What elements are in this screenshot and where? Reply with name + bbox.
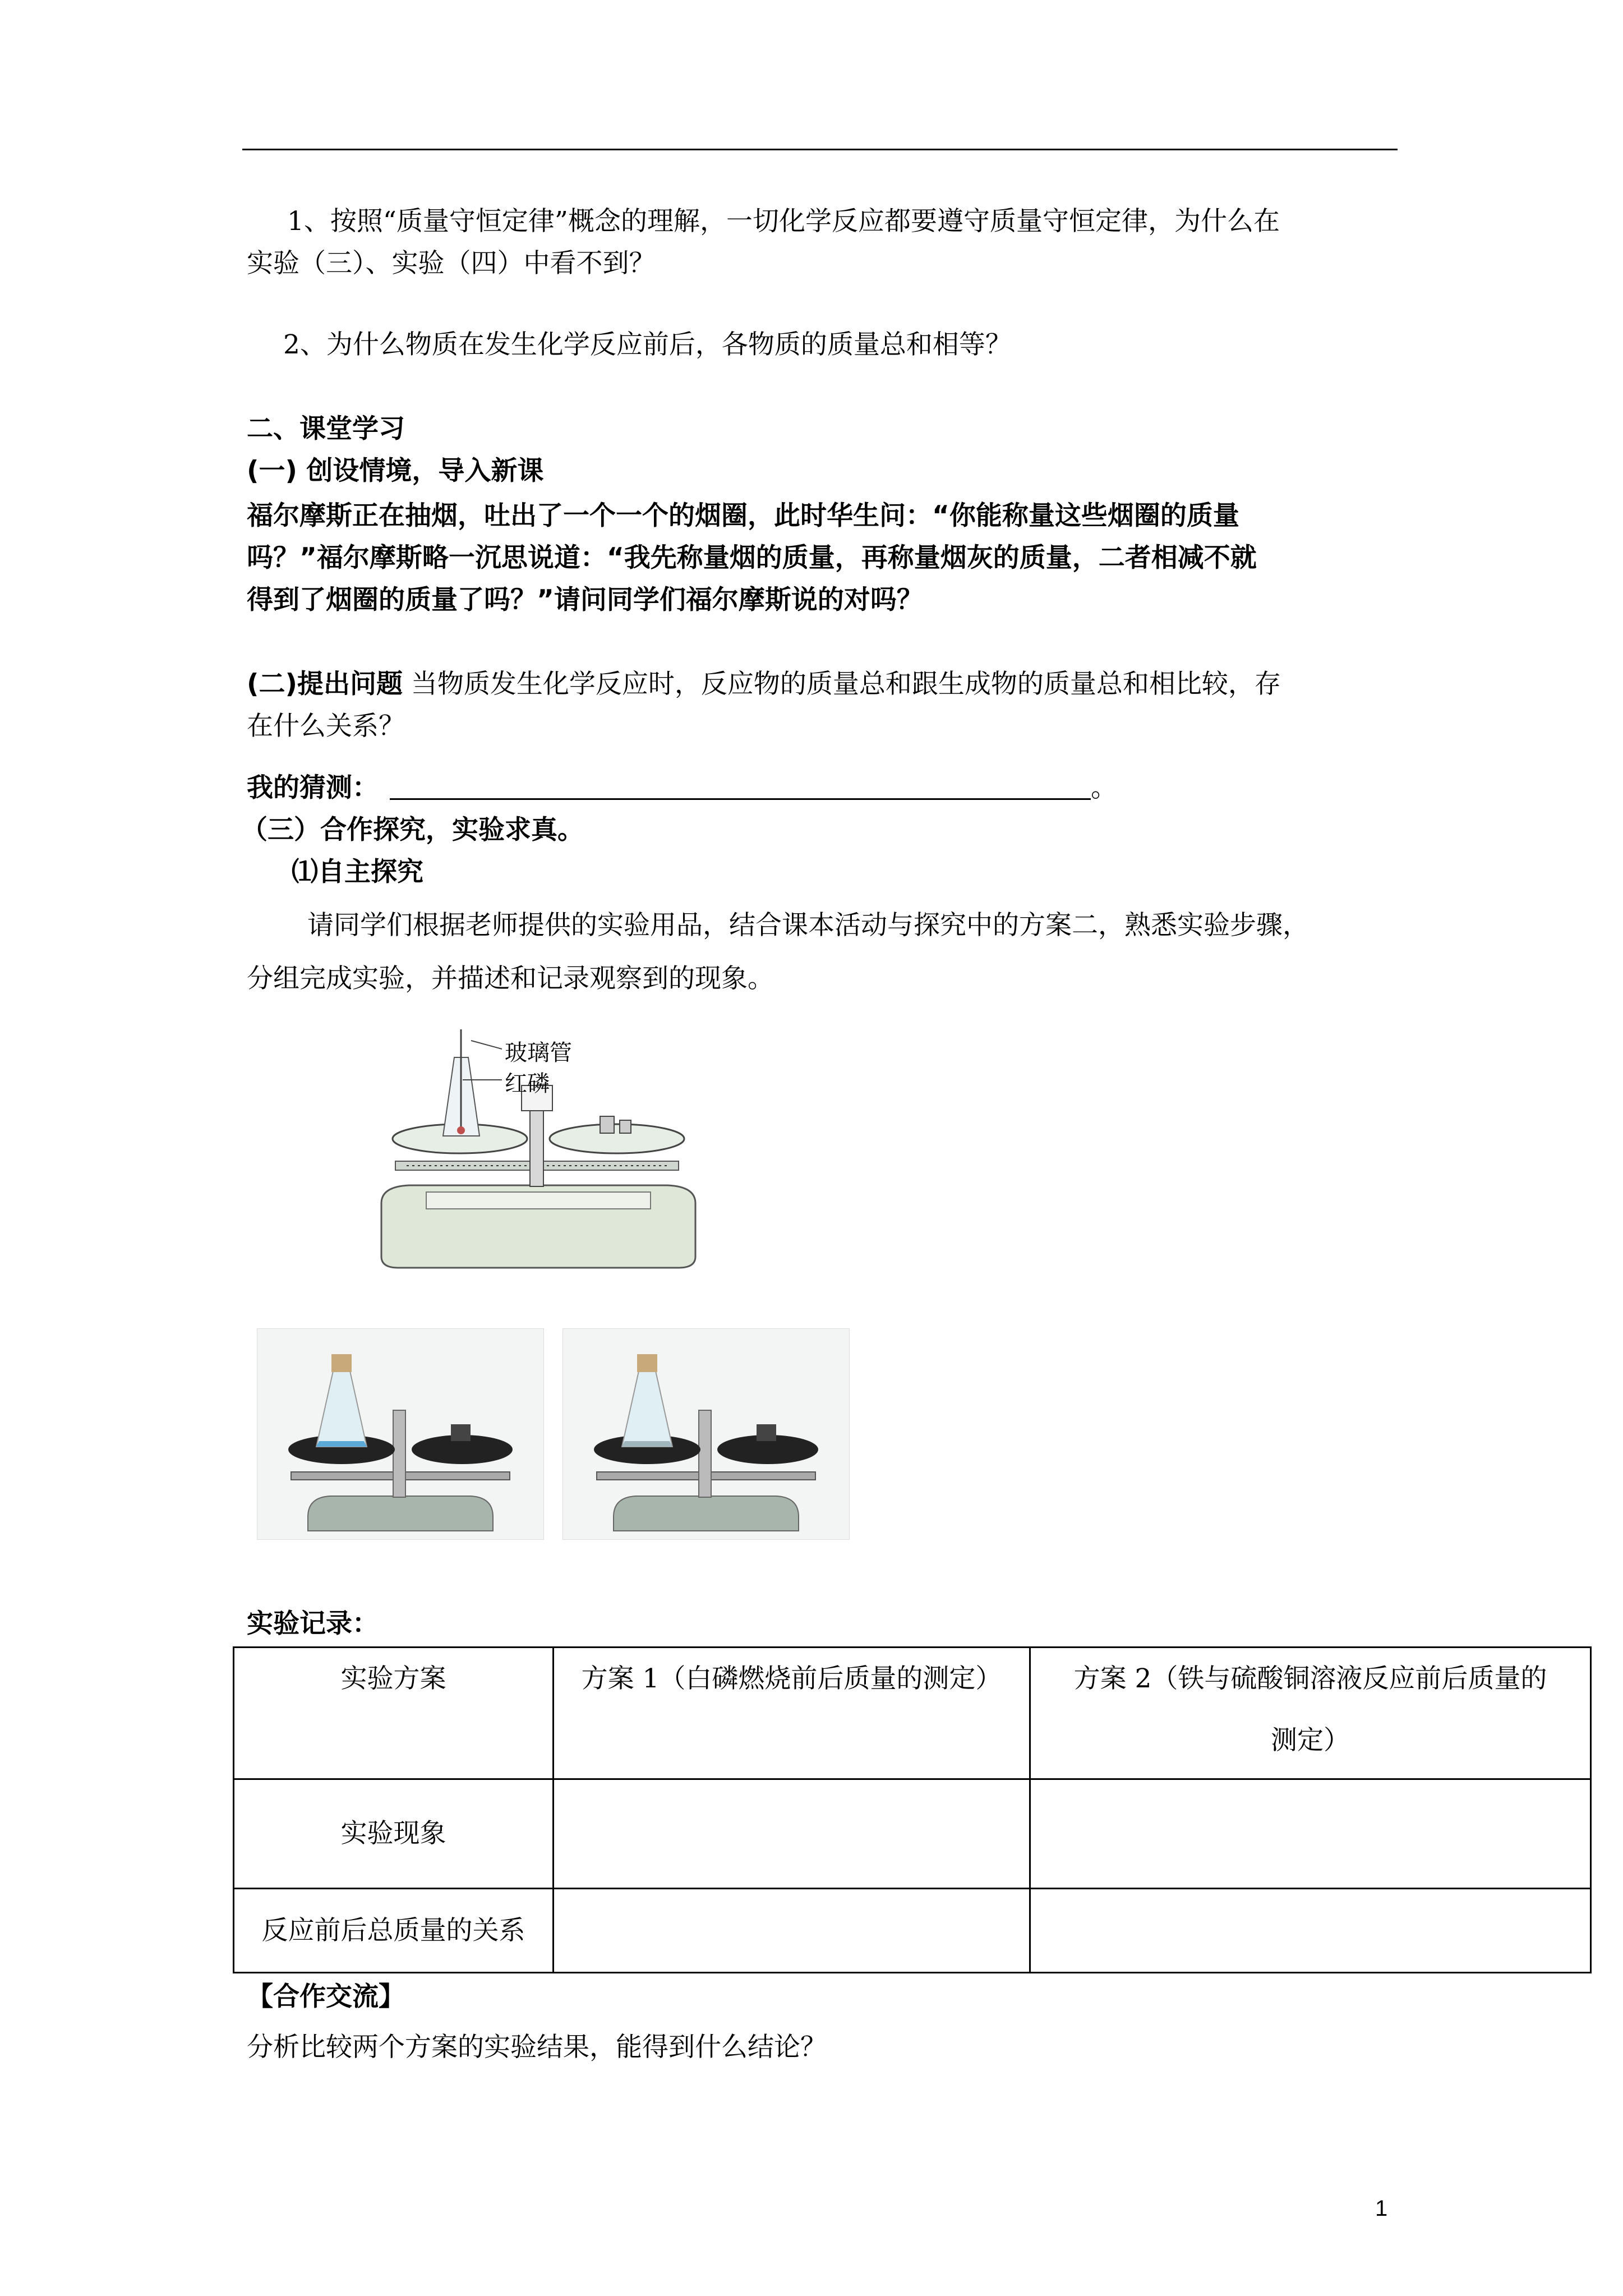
instruction-line-2: 分组完成实验，并描述和记录观察到的现象。 (247, 963, 774, 994)
part2-line-1 (247, 662, 1281, 707)
story-line-1: 福尔摩斯正在抽烟，吐出了一个一个的烟圈，此时华生问：“你能称量这些烟圈的质量 (247, 500, 1239, 531)
cell-mass-scheme-1[interactable] (554, 1889, 1030, 1973)
instruction-line-1: 请同学们根据老师提供的实验用品，结合课本活动与探究中的方案二，熟悉实验步骤， (307, 910, 1309, 941)
header-scheme-1: 方案 1（白磷燃烧前后质量的测定） (554, 1648, 1030, 1779)
glass-tube-label: 玻璃管 (505, 1040, 572, 1066)
story-line-2: 吗？”福尔摩斯略一沉思说道：“我先称量烟的质量，再称量烟灰的质量，二者相减不就 (247, 542, 1257, 573)
part2-label: (二)提出问题 (247, 669, 403, 700)
guess-blank-line (390, 798, 1091, 800)
guess-label: 我的猜测： (247, 772, 379, 803)
story-line-3: 得到了烟圈的质量了吗？”请问同学们福尔摩斯说的对吗？ (247, 585, 923, 615)
part1-title: (一) 创设情境，导入新课 (247, 455, 544, 486)
record-title: 实验记录： (247, 1608, 379, 1639)
part3-title: （三）合作探究，实验求真。 (241, 815, 584, 845)
question-1-line-1: 1、按照“质量守恒定律”概念的理解，一切化学反应都要遵守质量守恒定律，为什么在 (287, 206, 1280, 237)
experiment-record-table (233, 1646, 1592, 1973)
exchange-question: 分析比较两个方案的实验结果，能得到什么结论？ (247, 2032, 827, 2063)
header-rule (242, 149, 1398, 150)
part2-line-2: 在什么关系？ (247, 711, 405, 742)
cell-mass-scheme-2[interactable] (1030, 1889, 1591, 1973)
balance-photo-after (562, 1328, 850, 1540)
balance-photo-before (257, 1328, 544, 1540)
question-1-line-2: 实验（三）、实验（四）中看不到？ (247, 248, 656, 279)
header-scheme-2-line-1: 方案 2（铁与硫酸铜溶液反应前后质量的 (1073, 1663, 1547, 1694)
cell-phenomenon-scheme-2[interactable] (1030, 1779, 1591, 1889)
red-phosphorus-label: 红磷 (505, 1071, 550, 1097)
phosphorus-balance-figure (365, 1018, 712, 1276)
header-scheme: 实验方案 (234, 1648, 554, 1779)
section-title: 二、课堂学习 (247, 413, 405, 444)
cell-phenomenon-scheme-1[interactable] (554, 1779, 1030, 1889)
sub1-title: ⑴自主探究 (292, 857, 423, 887)
table-row (234, 1779, 1591, 1889)
exchange-title: 【合作交流】 (247, 1981, 405, 2012)
table-header-row (234, 1648, 1591, 1779)
page-number: 1 (1375, 2196, 1388, 2221)
balance-photo-after-image (563, 1329, 849, 1539)
header-scheme-2-line-2: 测定） (1271, 1725, 1350, 1756)
balance-photo-before-image (257, 1329, 543, 1539)
part2-text: 当物质发生化学反应时，反应物的质量总和跟生成物的质量总和相比较，存 (402, 669, 1281, 700)
table-row (234, 1889, 1591, 1973)
question-2: 2、为什么物质在发生化学反应前后，各物质的质量总和相等？ (283, 329, 1012, 360)
header-scheme-2 (1030, 1648, 1591, 1779)
row-label-mass-relation: 反应前后总质量的关系 (234, 1889, 554, 1973)
row-label-phenomenon: 实验现象 (234, 1779, 554, 1889)
guess-end: 。 (1091, 772, 1117, 803)
